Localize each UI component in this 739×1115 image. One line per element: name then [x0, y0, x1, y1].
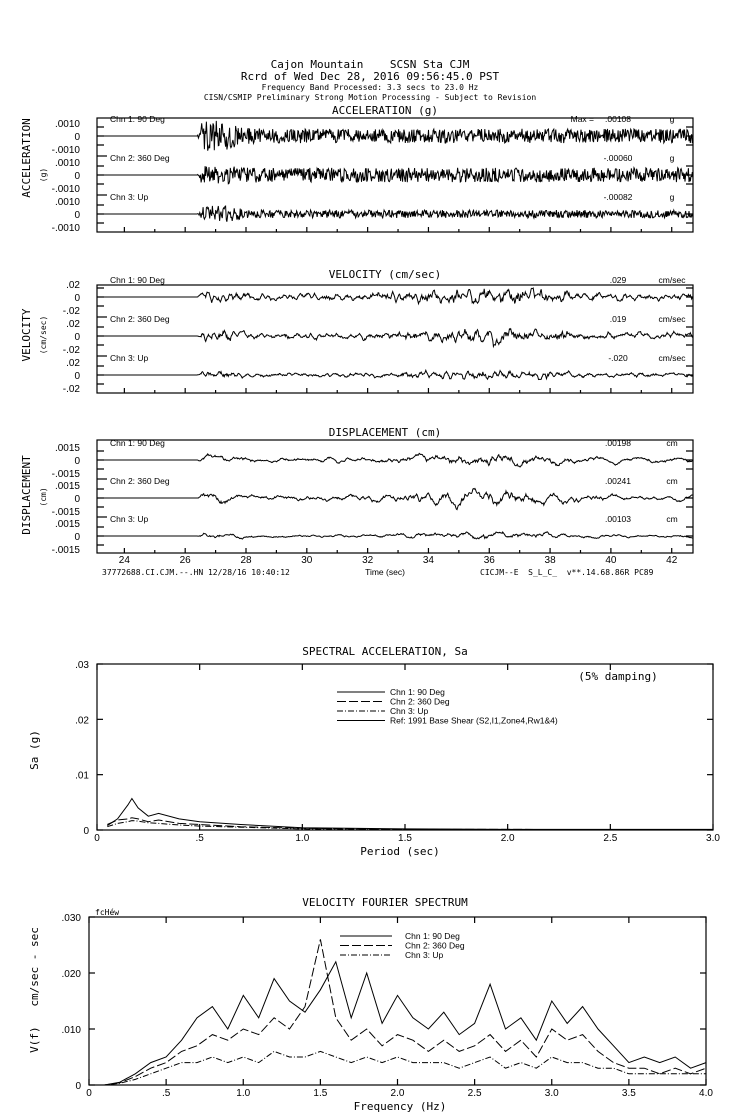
disp-ch2-ytick-max: .0015	[54, 481, 80, 492]
footer-left: 37772688.CI.CJM.--.HN 12/28/16 10:40:12	[102, 568, 290, 577]
vel-ch2-ytick-min: -.02	[62, 345, 80, 356]
acc-ch1-trace	[97, 121, 693, 151]
acc-ch2-ytick-zero: 0	[74, 171, 80, 182]
acc-ch1-ytick-min: -.0010	[51, 145, 80, 156]
time-tick-label-24: 24	[118, 555, 130, 566]
acc-ch1-units: g	[669, 114, 675, 124]
disp-ch1-units: cm	[666, 438, 678, 448]
vel-ch2-units: cm/sec	[658, 314, 686, 324]
disp-ch2-ytick-zero: 0	[74, 494, 80, 505]
fourier-xtick-label: 0	[86, 1088, 92, 1099]
disp-ch3-ytick-zero: 0	[74, 532, 80, 543]
fourier-ytick-label: .020	[61, 969, 81, 980]
time-tick-label-32: 32	[362, 555, 374, 566]
acc-ch2-name: Chn 2: 360 Deg	[110, 153, 170, 163]
sa-title: SPECTRAL ACCELERATION, Sa	[302, 645, 468, 658]
time-tick-label-38: 38	[544, 555, 556, 566]
disp-ch3-peak: .00103	[605, 514, 631, 524]
vel-ch1-ytick-max: .02	[66, 280, 80, 291]
sa-ytick-label: .02	[75, 715, 89, 727]
sa-damping-note: (5% damping)	[578, 670, 658, 683]
disp-ch2-peak: .00241	[605, 476, 631, 486]
fourier-ytick-label: .010	[61, 1025, 81, 1036]
vel-ch1-peak: .029	[609, 275, 627, 285]
vel-ch1-name: Chn 1: 90 Deg	[110, 275, 165, 285]
disp-ch3-ytick-max: .0015	[54, 519, 80, 530]
time-tick-label-34: 34	[422, 555, 435, 566]
fourier-frame	[89, 917, 706, 1085]
vel-ch3-trace	[97, 370, 693, 379]
fourier-series-ch2	[89, 939, 706, 1085]
time-xlabel: Time (sec)	[365, 567, 405, 577]
acc-ch2-trace	[97, 166, 693, 184]
disp-ch1-ytick-max: .0015	[54, 443, 80, 454]
acc-ch3-ytick-zero: 0	[74, 210, 80, 221]
time-tick-label-40: 40	[605, 555, 617, 566]
sa-legend-label-0: Chn 1: 90 Deg	[390, 687, 445, 697]
fourier-xlabel: Frequency (Hz)	[353, 1100, 447, 1113]
sa-ylabel: Sa (g)	[28, 730, 41, 770]
station-title: Cajon Mountain SCSN Sta CJM	[270, 58, 470, 71]
vel-panel-frame	[97, 285, 693, 393]
acc-ch2-ytick-max: .0010	[54, 158, 80, 169]
sa-xtick-label: 2.5	[603, 833, 618, 844]
fourier-ytick-label: 0	[75, 1081, 81, 1092]
vel-ch1-trace	[97, 288, 693, 304]
sa-ytick-label: .01	[75, 770, 89, 782]
disp-yunits: (cm)	[39, 487, 48, 507]
time-tick-label-42: 42	[666, 555, 678, 566]
acc-ch3-ytick-min: -.0010	[51, 223, 80, 234]
record-title: Rcrd of Wed Dec 28, 2016 09:56:45.0 PST	[240, 70, 500, 83]
acc-ch1-ytick-max: .0010	[54, 119, 80, 130]
sa-xtick-label: 1.5	[398, 833, 412, 844]
acc-ch3-units: g	[669, 192, 675, 202]
acc-ch2-units: g	[669, 153, 675, 163]
fourier-title: VELOCITY FOURIER SPECTRUM	[302, 896, 468, 909]
vel-ch2-trace	[97, 329, 693, 347]
sa-legend-label-2: Chn 3: Up	[390, 706, 429, 716]
vel-ch1-ytick-min: -.02	[62, 306, 80, 317]
time-tick-label-30: 30	[301, 555, 313, 566]
disp-ch2-ytick-min: -.0015	[51, 507, 80, 518]
disp-ch1-trace	[97, 453, 693, 467]
fourier-legend-label-0: Chn 1: 90 Deg	[405, 931, 460, 941]
acc-ylabel: ACCELERATION	[20, 118, 33, 198]
disp-ch3-name: Chn 3: Up	[110, 514, 149, 524]
sa-xtick-label: 0	[94, 833, 100, 844]
acc-ch3-trace	[97, 206, 693, 222]
sa-series-ch2	[107, 818, 713, 830]
fourier-xtick-label: 1.0	[236, 1088, 251, 1099]
fourier-xtick-label: 1.5	[313, 1088, 328, 1099]
fourier-xtick-label: 3.5	[621, 1088, 636, 1099]
vel-ch1-units: cm/sec	[658, 275, 686, 285]
vel-title: VELOCITY (cm/sec)	[328, 268, 442, 281]
sa-ytick-label: 0	[83, 826, 89, 837]
vel-ch3-ytick-zero: 0	[74, 371, 80, 382]
disp-ch3-trace	[97, 532, 693, 539]
fourier-legend-label-2: Chn 3: Up	[405, 950, 444, 960]
sa-xtick-label: 1.0	[295, 833, 310, 844]
disp-ch2-units: cm	[666, 476, 678, 486]
disp-ch1-ytick-zero: 0	[74, 456, 80, 467]
vel-ch2-ytick-zero: 0	[74, 332, 80, 343]
vel-ch3-name: Chn 3: Up	[110, 353, 149, 363]
fourier-legend-label-1: Chn 2: 360 Deg	[405, 940, 465, 951]
vel-ch3-ytick-max: .02	[66, 358, 80, 369]
footer-right: CICJM--E S_L_C_ v**.14.68.86R PC89	[480, 568, 654, 577]
disp-ch1-ytick-min: -.0015	[51, 469, 80, 480]
disp-ch3-units: cm	[666, 514, 678, 524]
fourier-corner-label: fcHéw	[95, 908, 120, 917]
sa-xtick-label: 2.0	[500, 833, 515, 844]
vel-ch2-ytick-max: .02	[66, 319, 80, 330]
fourier-series-ch1	[89, 962, 706, 1085]
acc-yunits: (g)	[39, 167, 48, 183]
acc-title: ACCELERATION (g)	[332, 104, 438, 117]
disp-ylabel: DISPLACEMENT	[20, 455, 33, 535]
vel-ch2-peak: .019	[609, 314, 627, 324]
notice-text: CISN/CSMIP Preliminary Strong Motion Processing - Subject to Revision	[203, 93, 537, 102]
acc-max-label: Max =	[570, 114, 594, 124]
acc-ch1-peak: .00108	[605, 114, 631, 124]
vel-ch3-units: cm/sec	[658, 353, 686, 363]
sa-ytick-label: .03	[75, 660, 89, 671]
sa-legend-label-3: Ref: 1991 Base Shear (S2,I1,Zone4,Rw1&4)	[390, 715, 558, 726]
acc-ch3-name: Chn 3: Up	[110, 192, 149, 202]
acc-ch2-peak: -.00060	[603, 153, 633, 163]
disp-ch2-name: Chn 2: 360 Deg	[110, 476, 170, 486]
fourier-ylabel: V(f) cm/sec - sec	[28, 927, 41, 1053]
time-tick-label-26: 26	[179, 555, 191, 566]
vel-ch1-ytick-zero: 0	[74, 293, 80, 304]
vel-ch3-ytick-min: -.02	[62, 384, 80, 395]
disp-ch3-ytick-min: -.0015	[51, 545, 80, 556]
disp-title: DISPLACEMENT (cm)	[328, 426, 442, 439]
vel-ylabel: VELOCITY	[20, 308, 33, 362]
acc-ch2-ytick-min: -.0010	[51, 184, 80, 195]
vel-ch3-peak: -.020	[608, 353, 628, 363]
disp-ch2-trace	[97, 489, 693, 510]
fourier-xtick-label: 4.0	[699, 1088, 713, 1099]
sa-xtick-label: .5	[195, 833, 204, 844]
acc-ch1-name: Chn 1: 90 Deg	[110, 114, 165, 124]
vel-yunits: (cm/sec)	[39, 315, 48, 355]
disp-ch1-name: Chn 1: 90 Deg	[110, 438, 165, 448]
sa-xtick-label: 3.0	[706, 833, 720, 844]
fourier-xtick-label: 3.0	[544, 1088, 559, 1099]
acc-ch3-ytick-max: .0010	[54, 197, 80, 208]
sa-legend-label-1: Chn 2: 360 Deg	[390, 696, 450, 707]
sa-xlabel: Period (sec)	[360, 845, 440, 858]
acc-ch1-ytick-zero: 0	[74, 132, 80, 143]
time-tick-label-28: 28	[240, 555, 252, 566]
vel-ch2-name: Chn 2: 360 Deg	[110, 314, 170, 324]
acc-ch3-peak: -.00082	[603, 192, 633, 202]
disp-ch1-peak: .00198	[605, 438, 631, 448]
band-text: Frequency Band Processed: 3.3 secs to 23.0 Hz	[261, 83, 479, 92]
fourier-xtick-label: .5	[161, 1088, 171, 1099]
fourier-ytick-label: .030	[61, 913, 81, 924]
fourier-xtick-label: 2.0	[390, 1088, 405, 1099]
fourier-xtick-label: 2.5	[467, 1088, 482, 1099]
time-tick-label-36: 36	[483, 555, 495, 566]
